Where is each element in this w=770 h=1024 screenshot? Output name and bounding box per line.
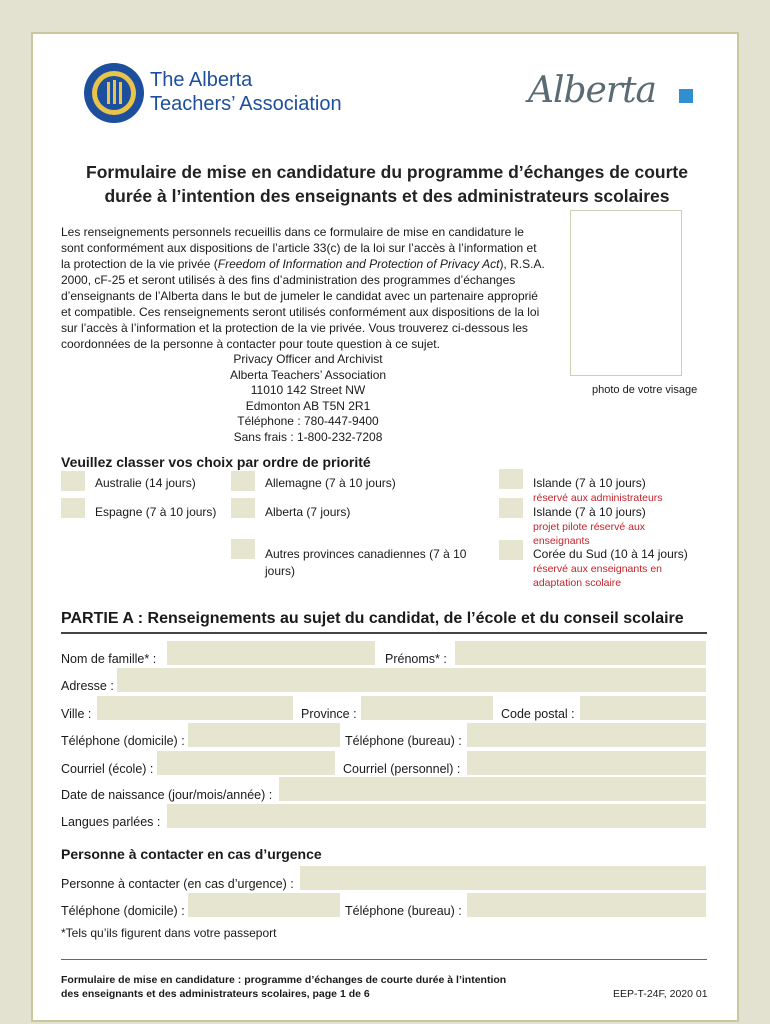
first-names-label: Prénoms* : [385,652,447,666]
note-line: adaptation scolaire [533,577,622,589]
privacy-text: la protection de la vie privée ( [61,257,218,271]
province-field[interactable] [361,696,493,720]
footer-text [61,973,506,1001]
city-label: Ville : [61,707,92,721]
choice-spain-label: Espagne (7 à 10 jours) [95,505,217,519]
email-personal-label: Courriel (personnel) : [343,762,461,776]
choice-alberta-label: Alberta (7 jours) [265,505,351,519]
choice-germany-label: Allemagne (7 à 10 jours) [265,476,396,490]
form-page [31,32,739,1022]
emergency-phone-home-field[interactable] [188,893,340,917]
form-title-line1: Formulaire de mise en candidature du programme d’échanges de courte [86,162,688,182]
choice-other-provinces-label [265,546,466,580]
contact-line: Alberta Teachers’ Association [229,367,387,382]
birth-date-field[interactable] [279,777,706,801]
choice-iceland-teachers-label: Islande (7 à 10 jours) [533,505,646,519]
postal-code-label: Code postal : [501,707,575,721]
note-line: projet pilote réservé aux [533,521,646,533]
first-names-field[interactable] [455,641,706,665]
contact-line: Téléphone : 780-447-9400 [237,414,379,428]
rank-other-provinces-field[interactable] [231,539,255,559]
phone-home-field[interactable] [188,723,340,747]
choice-other-provinces-line2: jours) [265,564,296,578]
phone-work-label: Téléphone (bureau) : [345,734,462,748]
choice-iceland-admin-note: réservé aux administrateurs [533,492,663,504]
privacy-line: d’enseignants de l’Alberta dans le but de jumeler le candidat avec un partenaire approprié [61,289,538,303]
phone-home-label: Téléphone (domicile) : [61,734,185,748]
form-title [33,160,741,208]
emergency-phone-home-label: Téléphone (domicile) : [61,904,185,918]
footer-line1: Formulaire de mise en candidature : programme d’échanges de courte durée à l’intention [61,974,507,986]
rank-germany-field[interactable] [231,471,255,491]
form-title-line2: durée à l’intention des enseignants et des administrateurs scolaires [104,186,670,206]
contact-line: 11010 142 Street NW [250,383,366,397]
emergency-phone-work-label: Téléphone (bureau) : [345,904,462,918]
emergency-contact-field[interactable] [300,866,706,890]
privacy-notice [61,224,561,352]
choice-korea-label: Corée du Sud (10 à 14 jours) [533,547,688,561]
choice-iceland-teachers-note [533,520,645,548]
passport-note: *Tels qu’ils figurent dans votre passeport [61,926,277,940]
part-a-heading: PARTIE A : Renseignements au sujet du candidat, de l’école et du conseil scolaire [61,610,684,627]
privacy-line: coordonnées de la personne à contacter pour toute question à ce sujet. [61,337,440,351]
rank-spain-field[interactable] [61,498,85,518]
photo-box[interactable] [570,210,682,376]
province-label: Province : [301,707,357,721]
alberta-logo: Alberta [528,70,656,111]
languages-field[interactable] [167,804,706,828]
ata-seal-icon [83,62,145,124]
privacy-line: et compatible. Ces renseignements seront utilisés conformément aux dispositions de la loi [61,305,540,319]
privacy-line: 2000, cF-25 et seront utilisés à des fins d’administration des programmes d’échanges [61,273,516,287]
footer-divider [61,959,707,960]
ata-logo-line2: Teachers’ Association [150,93,342,115]
privacy-line: Les renseignements personnels recueillis dans ce formulaire de mise en candidature le [61,225,524,239]
note-line: enseignants [533,535,590,547]
rank-iceland-teachers-field[interactable] [499,498,523,518]
languages-label: Langues parlées : [61,815,161,829]
email-school-label: Courriel (école) : [61,762,154,776]
email-school-field[interactable] [157,751,335,775]
contact-line: Sans frais : 1-800-232-7208 [233,429,383,444]
ata-logo-line1: The Alberta [150,69,253,91]
ata-logo-text [150,68,342,116]
rank-alberta-field[interactable] [231,498,255,518]
contact-line: Edmonton AB T5N 2R1 [245,398,371,413]
choice-korea-note [533,562,662,590]
emergency-heading: Personne à contacter en cas d’urgence [61,846,322,862]
choice-iceland-admin-label: Islande (7 à 10 jours) [533,476,646,490]
note-line: réservé aux enseignants en [533,563,662,575]
privacy-act-name: Freedom of Information and Protection of Privacy Act [217,257,500,271]
address-field[interactable] [117,668,706,692]
contact-line: Privacy Officer and Archivist [233,352,383,366]
last-name-label: Nom de famille* : [61,652,157,666]
photo-caption: photo de votre visage [592,384,698,396]
privacy-line [61,256,561,272]
footer-line2: des enseignants et des administrateurs scolaires, page 1 de 6 [61,988,370,1000]
privacy-line: sur l’accès à l’information et la protection de la vie privée. Vous trouverez ci-dessous les [61,321,528,335]
choice-other-provinces-line1: Autres provinces canadiennes (7 à 10 [265,547,467,561]
emergency-phone-work-field[interactable] [467,893,706,917]
privacy-line: sont conformément aux dispositions de l’article 33(c) de la loi sur l’accès à l’information et [61,241,537,255]
rank-korea-field[interactable] [499,540,523,560]
privacy-contact [193,352,423,445]
postal-code-field[interactable] [580,696,706,720]
phone-work-field[interactable] [467,723,706,747]
city-field[interactable] [97,696,293,720]
last-name-field[interactable] [167,641,375,665]
alberta-logo-mark-icon [679,89,693,103]
choices-heading: Veuillez classer vos choix par ordre de priorité [61,454,371,470]
birth-date-label: Date de naissance (jour/mois/année) : [61,788,273,802]
form-code: EEP-T-24F, 2020 01 [613,988,708,1000]
rank-iceland-admin-field[interactable] [499,469,523,489]
email-personal-field[interactable] [467,751,706,775]
address-label: Adresse : [61,679,114,693]
rank-australia-field[interactable] [61,471,85,491]
part-a-divider [61,632,707,634]
privacy-text: ), R.S.A. [499,257,545,271]
choice-australia-label: Australie (14 jours) [95,476,196,490]
emergency-contact-label: Personne à contacter (en cas d’urgence) : [61,877,294,891]
